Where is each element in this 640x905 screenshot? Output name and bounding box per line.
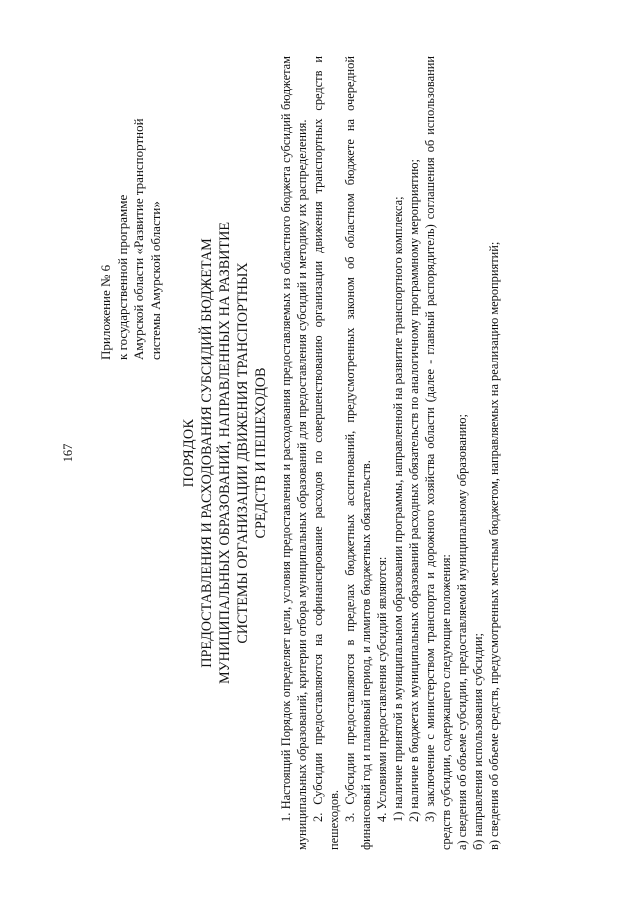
appendix-line: системы Амурской области» (147, 200, 163, 360)
paragraph: а) сведения об объеме субсидии, предоставляемой муниципальному образованию; (455, 413, 469, 850)
appendix-line: Приложение № 6 (98, 264, 113, 360)
paragraph: б) направления использования субсидии; (471, 632, 485, 850)
paragraph: 2. Субсидии предоставляются на софинансирование расходов по совершенствованию организации движения транспортных средств и пешеходов. (311, 55, 341, 850)
title-line: ПРЕДОСТАВЛЕНИЯ И РАСХОДОВАНИЯ СУБСИДИЙ БЮДЖЕТАМ (199, 237, 215, 668)
title-line: МУНИЦИПАЛЬНЫХ ОБРАЗОВАНИЙ, НАПРАВЛЕННЫХ НА РАЗВИТИЕ (217, 221, 233, 684)
paragraph: 3. Субсидии предоставляются в пределах бюджетных ассигнований, предусмотренных законом об областном бюджете на очередной финансовый год и плановый период, и лимитов бюджетных обязательств. (343, 55, 373, 850)
document-body (278, 56, 502, 850)
appendix-note (98, 40, 164, 360)
paragraph: 1) наличие принятой в муниципальном образовании программы, направленной на развитие транспортного комплекса; (391, 195, 405, 822)
paragraph: 2) наличие в бюджетах муниципальных образований расходных обязательств по аналогичному программному мероприятию; (407, 158, 421, 822)
document-page (40, 28, 600, 878)
paragraph: 1. Настоящий Порядок определяет цели, условия предоставления и расходования предоставляемых из областного бюджета субсидий бюджетам муниципальных образований, критерии отбора муниципальных образований для предоставления субсидий и методику их распределения. (279, 55, 309, 850)
appendix-line: Амурской области «Развитие транспортной (131, 117, 146, 360)
paragraph: 4. Условиями предоставления субсидий являются: (375, 556, 389, 822)
title-line: СИСТЕМЫ ОРГАНИЗАЦИИ ДВИЖЕНИЯ ТРАНСПОРТНЫХ (235, 261, 251, 644)
document-title (180, 58, 270, 848)
appendix-line: к государственной программе (114, 194, 130, 360)
title-heading: ПОРЯДОК (181, 418, 197, 487)
title-line: СРЕДСТВ И ПЕШЕХОДОВ (253, 367, 269, 538)
paragraph: в) сведения об объеме средств, предусмотренных местным бюджетом, направляемых на реализацию мероприятий; (487, 241, 501, 850)
paragraph: 3) заключение с министерством транспорта и дорожного хозяйства области (далее - главный распорядитель) соглашения об использовании средств субсидии, содержащего следующие положения: (423, 55, 453, 850)
page-number: 167 (61, 443, 75, 462)
